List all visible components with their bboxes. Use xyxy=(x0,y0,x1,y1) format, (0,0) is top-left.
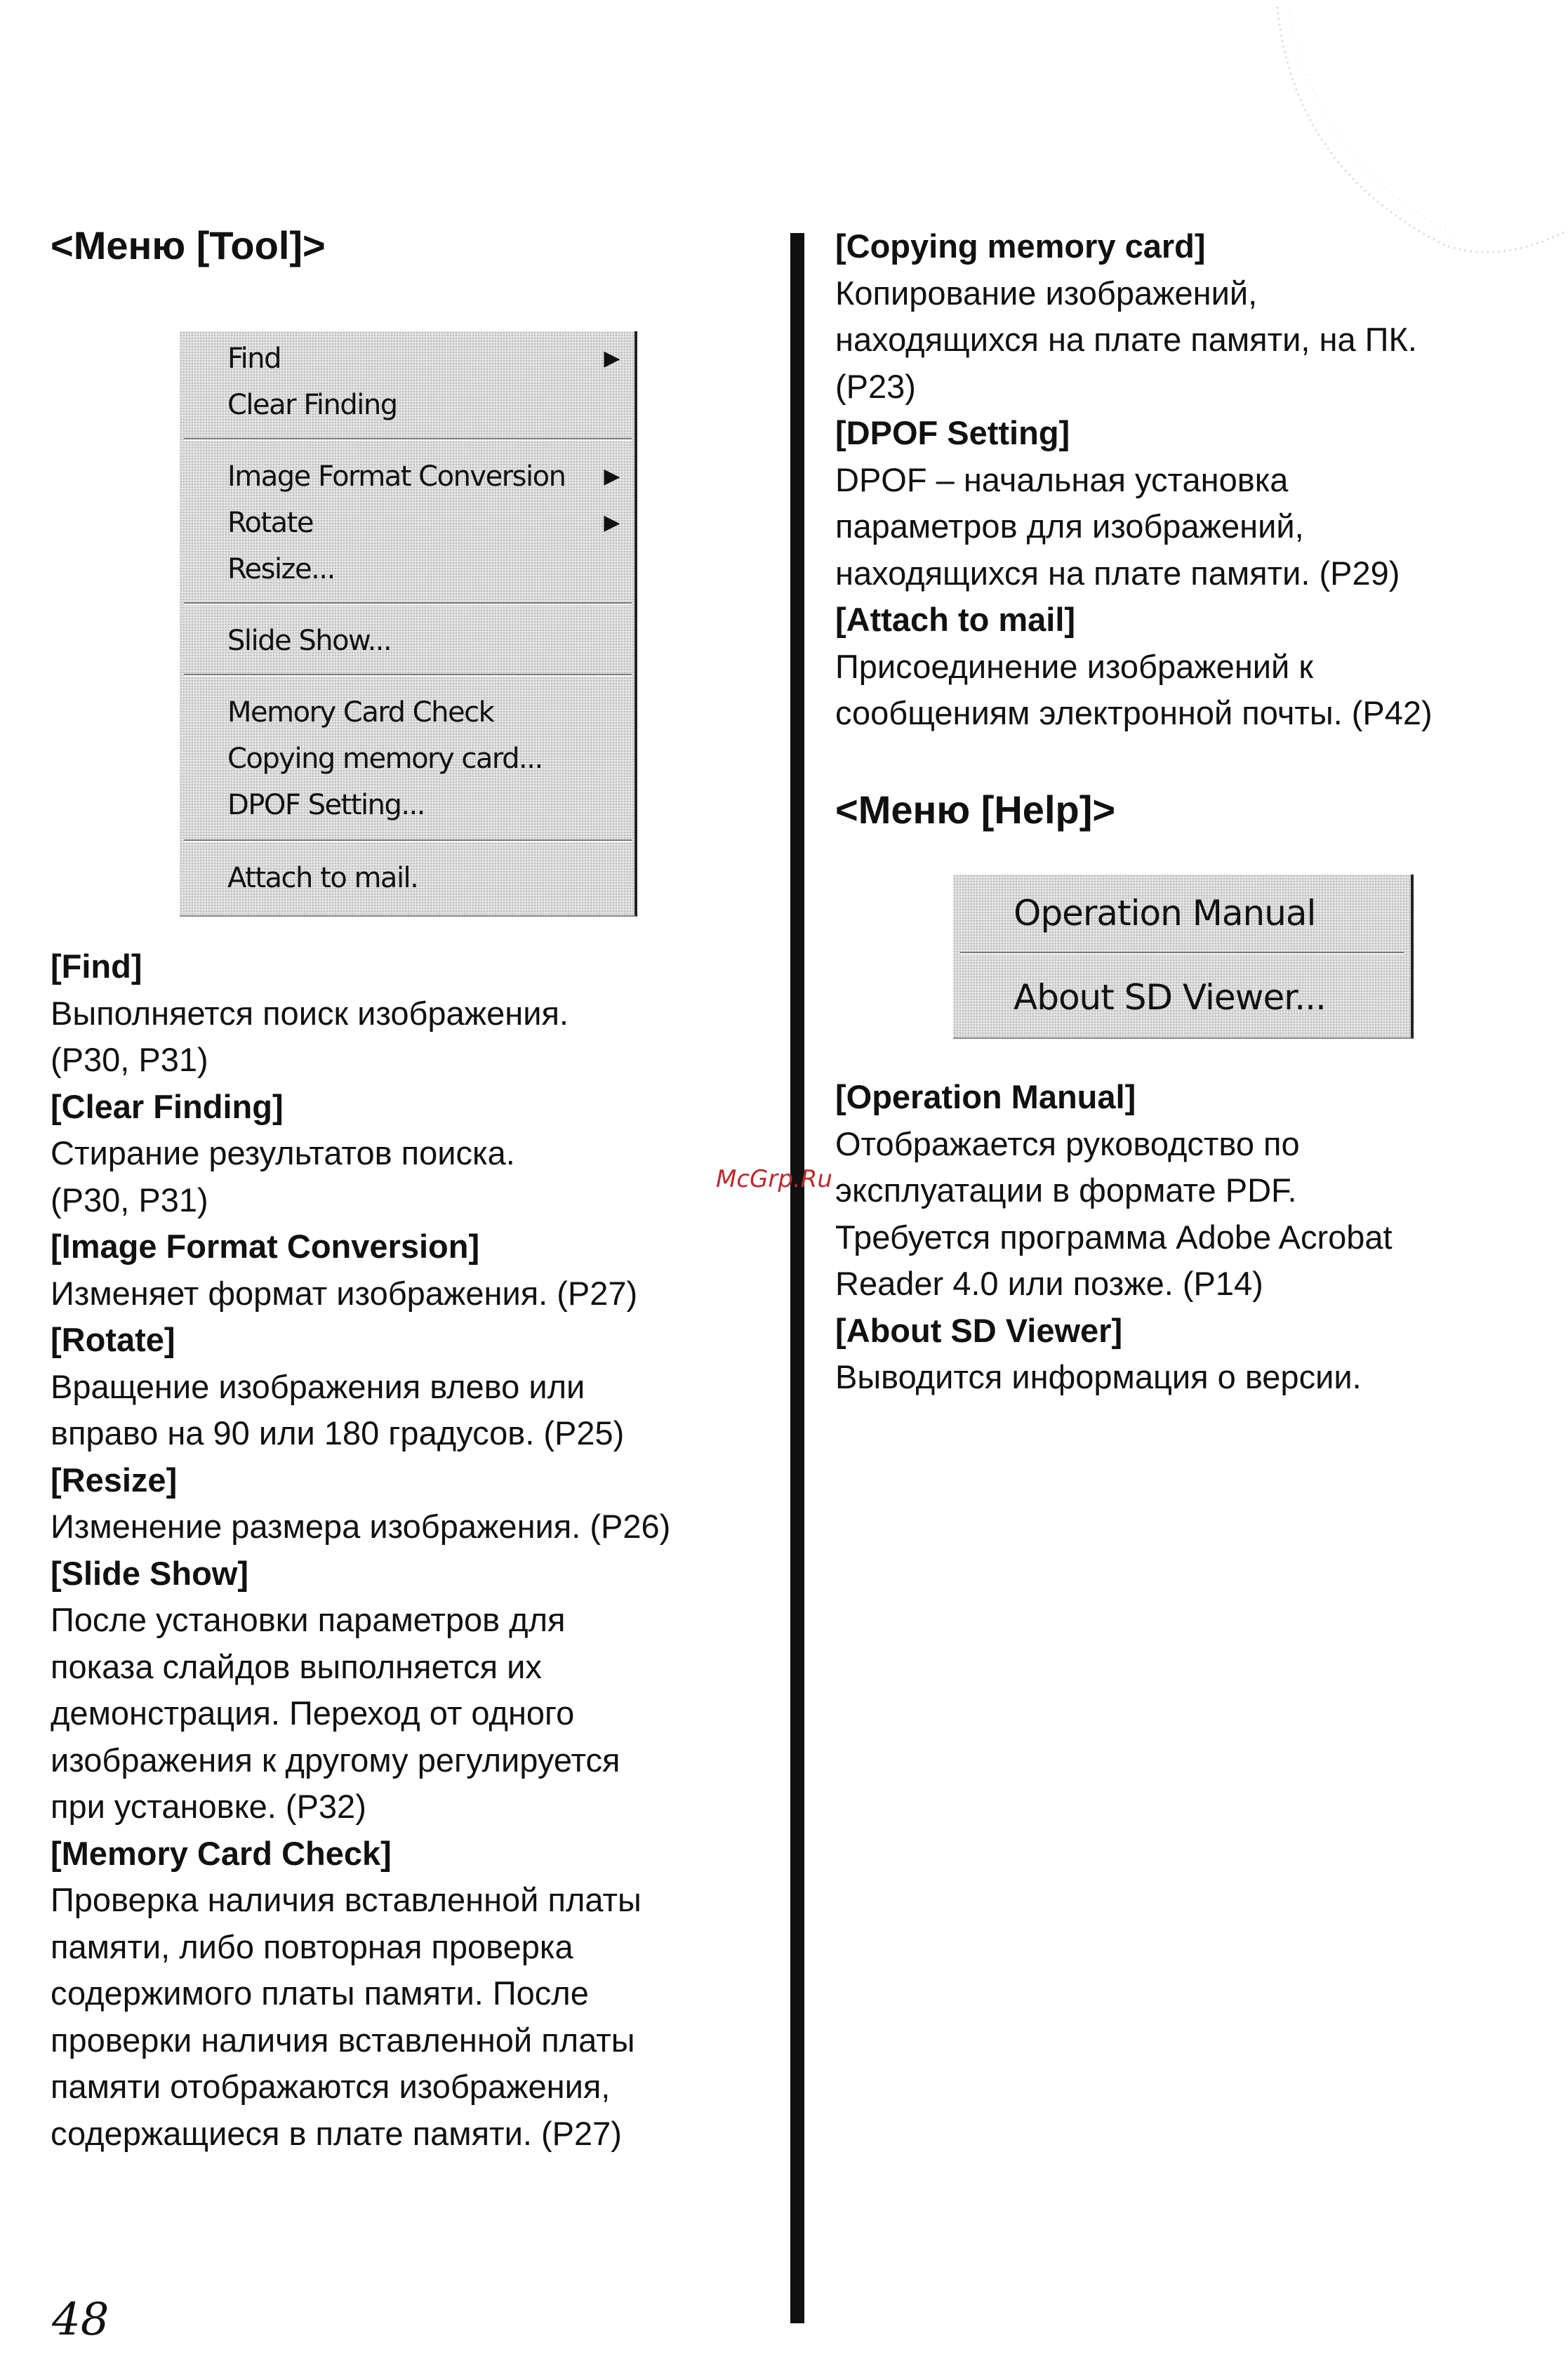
menu-item-label: Operation Manual xyxy=(1014,893,1316,934)
entry-desc-line: эксплуатации в формате PDF. xyxy=(835,1171,1297,1209)
entry-desc-line: Reader 4.0 или позже. (P14) xyxy=(835,1265,1263,1302)
menu-item-image-format-conversion[interactable] xyxy=(180,453,634,500)
column-divider xyxy=(790,233,804,2323)
menu-item-label: Image Format Conversion xyxy=(227,460,566,493)
entry-term-find: [Find] xyxy=(51,948,142,985)
entry-desc-line: содержащиеся в плате памяти. (P27) xyxy=(51,2114,622,2152)
menu-item-label: About SD Viewer... xyxy=(1014,977,1326,1018)
submenu-arrow-icon: ▶ xyxy=(604,510,619,535)
entry-term-image-format-conversion: [Image Format Conversion] xyxy=(51,1228,480,1265)
entry-desc-line: Присоединение изображений к xyxy=(835,647,1313,685)
entry-desc-line: памяти отображаются изображения, xyxy=(51,2068,611,2105)
menu-item-label: Rotate xyxy=(227,507,313,539)
menu-item-clear-finding[interactable] xyxy=(180,382,634,428)
tool-menu-heading: <Меню [Tool]> xyxy=(51,223,326,267)
entry-desc-line: Вращение изображения влево или xyxy=(51,1367,585,1405)
entry-term-memory-card-check: [Memory Card Check] xyxy=(51,1834,392,1872)
menu-item-about-sd-viewer[interactable] xyxy=(953,966,1411,1029)
menu-item-label: Resize... xyxy=(227,553,335,585)
entry-desc-line: (P23) xyxy=(835,367,916,405)
help-menu-heading: <Меню [Help]> xyxy=(835,788,1116,832)
page-number: 48 xyxy=(52,2294,109,2346)
entry-desc-line: DPOF – начальная установка xyxy=(835,460,1289,498)
site-watermark: McGrp.Ru xyxy=(716,1165,832,1193)
entry-desc-line: параметров для изображений, xyxy=(835,507,1304,545)
help-menu xyxy=(953,875,1414,1039)
entry-term-slide-show: [Slide Show] xyxy=(51,1554,248,1592)
entry-desc-line: Выполняется поиск изображения. xyxy=(51,994,569,1032)
entry-desc-line: Копирование изображений, xyxy=(835,274,1258,312)
entry-desc-line: (P30, P31) xyxy=(51,1041,208,1078)
entry-desc-line: при установке. (P32) xyxy=(51,1788,366,1825)
entry-desc-line: Отображается руководство по xyxy=(835,1124,1300,1162)
entry-desc-line: Проверка наличия вставленной платы xyxy=(51,1881,642,1918)
menu-item-attach-to-mail[interactable] xyxy=(180,855,634,901)
menu-item-resize[interactable] xyxy=(180,546,634,592)
tool-menu xyxy=(180,331,637,917)
menu-separator xyxy=(184,674,632,677)
menu-item-label: Copying memory card... xyxy=(227,743,543,775)
entry-desc-line: Требуется программа Adobe Acrobat xyxy=(835,1218,1393,1256)
tool-menu-descriptions xyxy=(51,943,670,2157)
menu-item-copying-memory-card[interactable] xyxy=(180,736,634,782)
submenu-arrow-icon: ▶ xyxy=(604,346,619,371)
entry-desc-line: Изменяет формат изображения. (P27) xyxy=(51,1274,638,1312)
entry-term-dpof-setting: [DPOF Setting] xyxy=(835,414,1070,451)
entry-term-attach-to-mail: [Attach to mail] xyxy=(835,601,1076,638)
entry-term-operation-manual: [Operation Manual] xyxy=(835,1078,1136,1115)
entry-desc-line: показа слайдов выполняется их xyxy=(51,1647,542,1685)
menu-item-label: Attach to mail. xyxy=(227,862,418,894)
entry-desc-line: памяти, либо повторная проверка xyxy=(51,1927,573,1965)
entry-term-resize: [Resize] xyxy=(51,1461,178,1499)
entry-desc-line: Изменение размера изображения. (P26) xyxy=(51,1508,671,1545)
entry-term-about-sd-viewer: [About SD Viewer] xyxy=(835,1311,1123,1349)
submenu-arrow-icon: ▶ xyxy=(604,464,619,489)
entry-desc-line: содержимого платы памяти. После xyxy=(51,1974,589,2012)
menu-item-label: Memory Card Check xyxy=(227,696,494,729)
menu-item-memory-card-check[interactable] xyxy=(180,689,634,736)
menu-item-slide-show[interactable] xyxy=(180,618,634,664)
entry-desc-line: находящихся на плате памяти. (P29) xyxy=(835,554,1400,592)
entry-desc-line: (P30, P31) xyxy=(51,1181,208,1218)
menu-separator xyxy=(184,438,632,441)
menu-item-operation-manual[interactable] xyxy=(953,882,1411,945)
menu-separator xyxy=(184,839,632,842)
menu-item-label: Slide Show... xyxy=(227,625,392,657)
menu-item-label: DPOF Setting... xyxy=(227,789,425,821)
help-menu-descriptions xyxy=(835,1074,1393,1401)
tool-menu-descriptions-continued xyxy=(835,223,1433,737)
entry-desc-line: вправо на 90 или 180 градусов. (P25) xyxy=(51,1414,625,1452)
menu-item-find[interactable] xyxy=(180,336,634,382)
menu-item-label: Clear Finding xyxy=(227,389,397,421)
entry-desc-line: После установки параметров для xyxy=(51,1601,566,1638)
entry-desc-line: изображения к другому регулируется xyxy=(51,1741,620,1779)
entry-term-rotate: [Rotate] xyxy=(51,1321,175,1358)
menu-separator xyxy=(184,602,632,605)
entry-desc-line: Выводится информация о версии. xyxy=(835,1358,1362,1395)
entry-desc-line: Стирание результатов поиска. xyxy=(51,1134,515,1171)
menu-item-label: Find xyxy=(227,343,281,375)
entry-desc-line: сообщениям электронной почты. (P42) xyxy=(835,694,1433,731)
menu-item-dpof-setting[interactable] xyxy=(180,782,634,828)
menu-separator xyxy=(960,952,1404,955)
entry-term-copying-memory-card: [Copying memory card] xyxy=(835,227,1206,265)
entry-term-clear-finding: [Clear Finding] xyxy=(51,1087,284,1125)
entry-desc-line: проверки наличия вставленной платы xyxy=(51,2021,635,2059)
entry-desc-line: находящихся на плате памяти, на ПК. xyxy=(835,321,1417,358)
menu-item-rotate[interactable] xyxy=(180,500,634,546)
entry-desc-line: демонстрация. Переход от одного xyxy=(51,1694,575,1732)
